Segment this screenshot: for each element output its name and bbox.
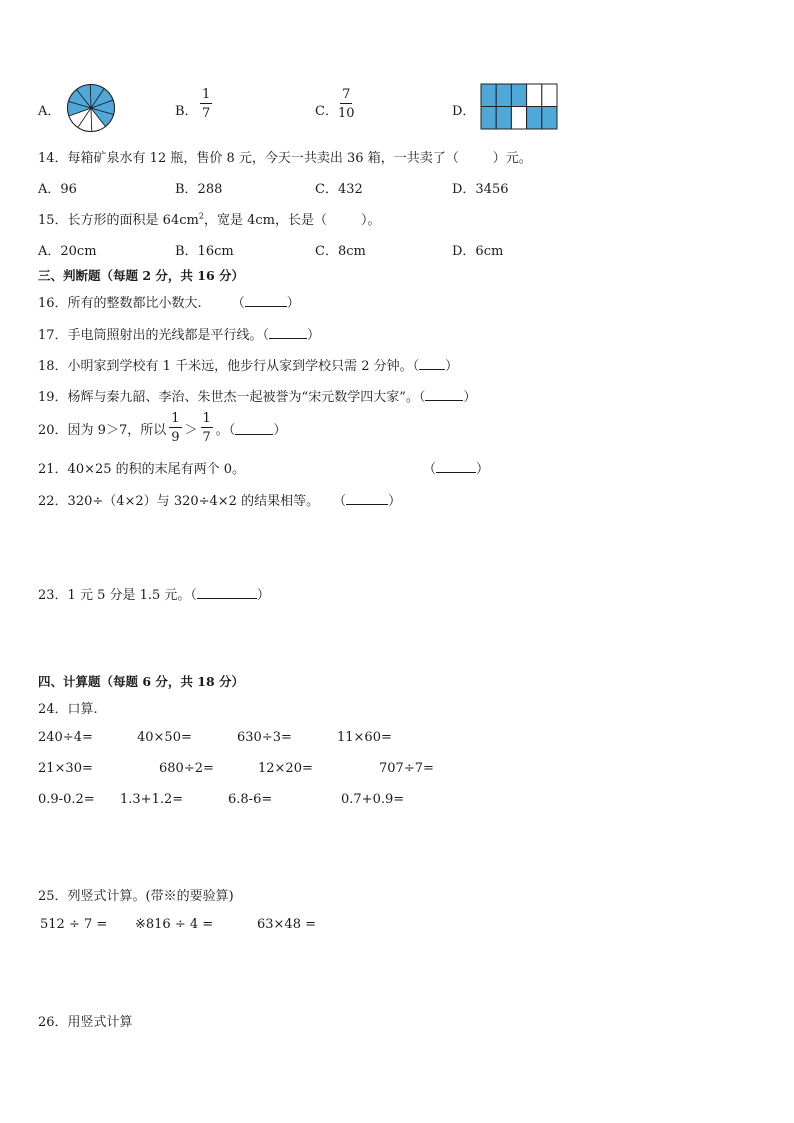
q14-option-b: B．288 (175, 182, 223, 197)
greater-than-sign: ＞ (184, 422, 198, 438)
question-18 (38, 355, 458, 374)
question-text: 每箱矿泉水有 12 瓶，售价 8 元，今天一共卖出 36 箱，一共卖了（ (67, 151, 459, 166)
q15-option-a: A．20cm (38, 244, 97, 259)
oral-calc-item: 11×60= (337, 730, 392, 745)
paren-open: （ (423, 462, 437, 477)
q13-option-c-label: C． (315, 104, 338, 119)
question-text-tail: ）元。 (492, 151, 532, 166)
question-text: 20．因为 9＞7，所以 (38, 422, 167, 438)
shaded-cell (481, 107, 496, 130)
question-text: 21．40×25 的积的末尾有两个 0。 (38, 462, 246, 477)
unshaded-cell (527, 84, 542, 107)
q13-option-d-label: D． (452, 104, 476, 119)
shaded-cell (542, 107, 557, 130)
paren-close: ） (286, 296, 300, 311)
oral-calc-item: 6.8-6= (228, 792, 273, 807)
question-15 (38, 209, 380, 228)
fraction-one-ninth (169, 412, 181, 444)
paren-close: ） (307, 328, 321, 343)
q13-option-c-fraction (338, 88, 355, 120)
fraction-denominator: 10 (338, 106, 355, 121)
answer-blank[interactable] (245, 294, 287, 307)
q14-option-c: C．432 (315, 182, 363, 197)
question-text: 18．小明家到学校有 1 千米远，他步行从家到学校只需 2 分钟。（ (38, 359, 420, 374)
paren-close: ） (445, 359, 459, 374)
q15-option-c: C．8cm (315, 244, 366, 259)
section-heading-judgement: 三、判断题（每题 2 分，共 16 分） (38, 268, 245, 283)
answer-blank[interactable] (235, 422, 273, 435)
oral-calc-item: 630÷3= (237, 730, 292, 745)
fraction-numerator: 1 (202, 87, 211, 102)
shaded-cell (496, 107, 511, 130)
question-text-b: ，宽是 4cm，长是（ (203, 213, 327, 228)
q15-option-b: B．16cm (175, 244, 234, 259)
question-22 (38, 490, 401, 509)
q13-option-a-label: A． (38, 104, 61, 119)
question-text: 16．所有的整数都比小数大. (38, 296, 202, 311)
oral-calc-item: 0.7+0.9= (341, 792, 405, 807)
question-21-answer (423, 458, 489, 477)
oral-calc-item: 1.3+1.2= (120, 792, 184, 807)
question-19 (38, 386, 476, 405)
question-text: 17．手电筒照射出的光线都是平行线。（ (38, 328, 270, 343)
fraction-denominator: 7 (202, 430, 211, 445)
question-number: 14． (38, 151, 68, 166)
oral-calc-item: 240÷4= (38, 730, 93, 745)
paren-open: （ (333, 494, 347, 509)
fraction-numerator: 1 (202, 411, 211, 426)
fraction-one-seventh (201, 412, 213, 444)
fraction-numerator: 7 (342, 87, 351, 102)
section-heading-calculation: 四、计算题（每题 6 分，共 18 分） (38, 674, 245, 689)
shaded-cell (496, 84, 511, 107)
vertical-calc-item: 63×48 = (257, 917, 317, 932)
question-26-title: 26．用竖式计算 (38, 1015, 133, 1030)
question-text: 长方形的面积是 64cm (67, 213, 199, 228)
question-24-title: 24．口算. (38, 702, 98, 717)
oral-calc-item: 40×50= (137, 730, 192, 745)
paren-close: ） (273, 422, 287, 438)
question-21 (38, 458, 245, 477)
q14-option-a: A．96 (38, 182, 77, 197)
paren-close: ） (388, 494, 402, 509)
q15-option-d: D．6cm (452, 244, 504, 259)
fraction-numerator: 1 (171, 411, 180, 426)
answer-blank[interactable] (419, 357, 445, 370)
question-text: 19．杨辉与秦九韶、李治、朱世杰一起被誉为“宋元数学四大家”。（ (38, 390, 426, 405)
paren-close: ） (476, 462, 490, 477)
unshaded-cell (542, 84, 557, 107)
answer-blank[interactable] (346, 492, 388, 505)
q14-option-d: D．3456 (452, 182, 509, 197)
answer-blank[interactable] (425, 388, 463, 401)
oral-calc-item: 12×20= (258, 761, 313, 776)
oral-calc-item: 707÷7= (379, 761, 434, 776)
answer-blank[interactable] (197, 586, 257, 599)
question-text-tail: ）。 (360, 213, 381, 228)
shaded-cell (481, 84, 496, 107)
question-25-title: 25．列竖式计算。(带※的要验算) (38, 889, 234, 904)
shaded-cell (511, 84, 526, 107)
superscript: 2 (198, 211, 204, 221)
question-text: 22．320÷（4×2）与 320÷4×2 的结果相等。 (38, 494, 320, 509)
vertical-calc-item: 512 ÷ 7 = (40, 917, 108, 932)
fraction-denominator: 9 (171, 430, 180, 445)
question-number: 15． (38, 213, 68, 228)
question-20 (38, 410, 286, 446)
question-text-tail: 。（ (215, 422, 236, 438)
oral-calc-item: 0.9-0.2= (38, 792, 95, 807)
q13-option-b-label: B． (175, 104, 198, 119)
vertical-calc-item: ※816 ÷ 4 = (135, 917, 214, 932)
paren-close: ） (463, 390, 477, 405)
question-23 (38, 584, 270, 603)
answer-blank[interactable] (436, 460, 476, 473)
question-text: 23．1 元 5 分是 1.5 元。（ (38, 588, 197, 603)
fraction-denominator: 7 (202, 106, 211, 121)
q13-option-b-fraction (200, 88, 212, 120)
shaded-cell (527, 107, 542, 130)
oral-calc-item: 21×30= (38, 761, 93, 776)
answer-blank[interactable] (269, 326, 307, 339)
q13-grid-fraction-figure (480, 83, 558, 130)
paren-open: （ (231, 296, 245, 311)
unshaded-cell (511, 107, 526, 130)
oral-calc-item: 680÷2= (159, 761, 214, 776)
question-14 (38, 147, 532, 166)
question-16 (38, 292, 300, 311)
paren-close: ） (256, 588, 270, 603)
question-17 (38, 324, 320, 343)
q13-circle-fraction-figure (66, 83, 116, 133)
